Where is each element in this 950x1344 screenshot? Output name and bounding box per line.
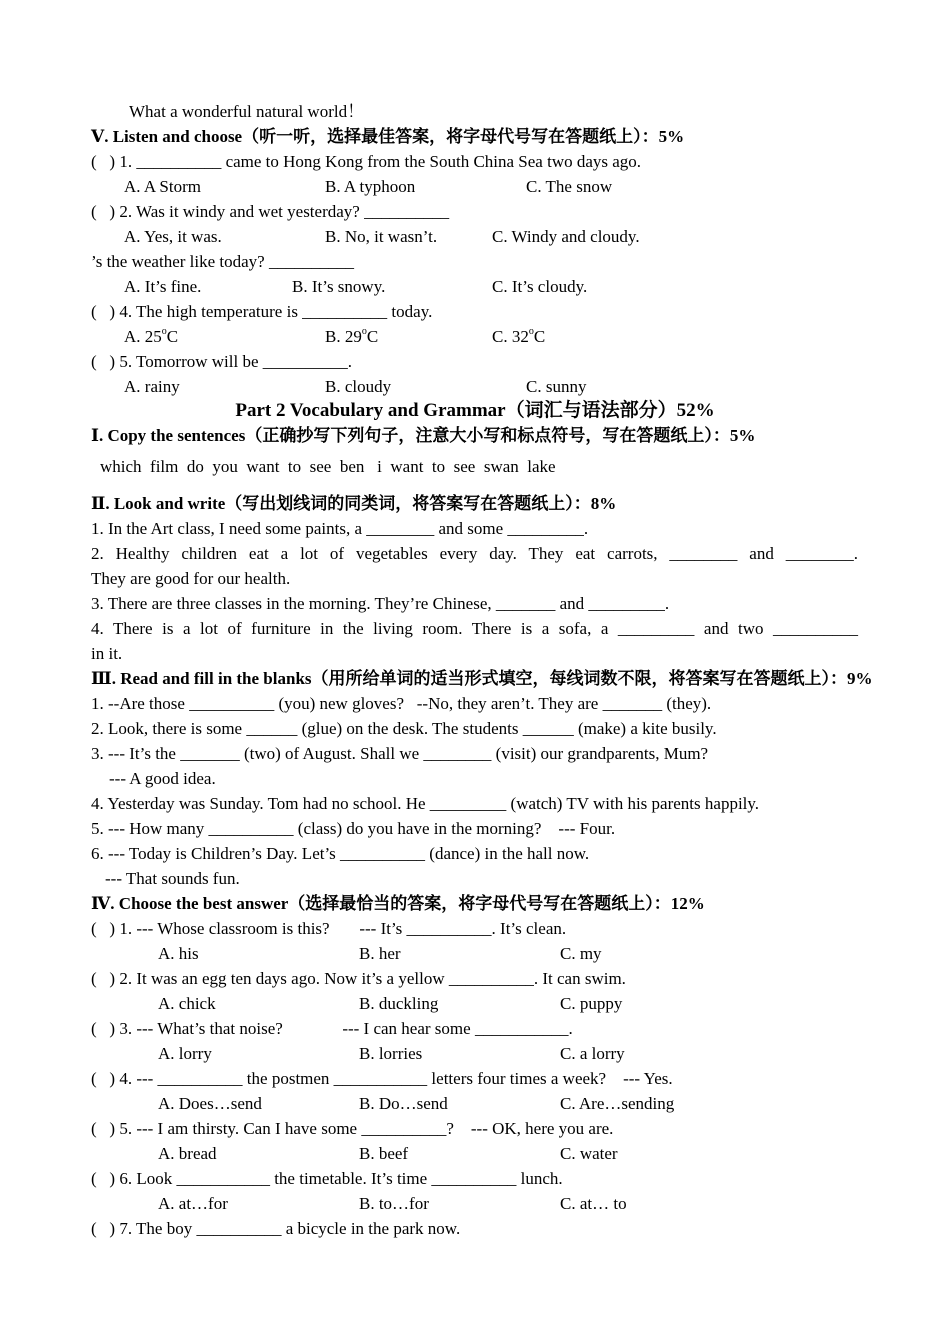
s5-question-4: ( ) 4. The high temperature is __________ today. bbox=[91, 302, 433, 321]
s4-q5-option-c: C. water bbox=[560, 1144, 618, 1163]
s5-question-2: ( ) 2. Was it windy and wet yesterday? __________ bbox=[91, 202, 450, 221]
s4-q2-option-c: C. puppy bbox=[560, 994, 623, 1013]
s4-question-6: ( ) 6. Look ___________ the timetable. It’s time __________ lunch. bbox=[91, 1169, 563, 1188]
s5-q4-option-a: A. 25$^o$C bbox=[124, 326, 179, 346]
s2-line-3: 3. There are three classes in the morning. They’re Chinese, _______ and _________. bbox=[91, 594, 670, 613]
s4-question-3: ( ) 3. --- What’s that noise? --- I can hear some ___________. bbox=[91, 1019, 573, 1038]
s2-line-4: 4. There is a lot of furniture in the living room. There is a sofa, a _________ and two __________ bbox=[91, 619, 858, 638]
s4-q3-option-a: A. lorry bbox=[158, 1044, 212, 1063]
s3-line-1: 1. --Are those __________ (you) new gloves? --No, they aren’t. They are _______ (they). bbox=[91, 694, 712, 713]
s4-question-1: ( ) 1. --- Whose classroom is this? --- It’s __________. It’s clean. bbox=[91, 919, 567, 938]
section-iv-heading: Ⅳ. Choose the best answer（选择最恰当的答案，将字母代号写在答题纸上）：12% bbox=[91, 894, 705, 913]
s4-q1-option-a: A. his bbox=[158, 944, 199, 963]
section-i-heading: Ⅰ. Copy the sentences（正确抄写下列句子，注意大小写和标点符号，写在答题纸上）：5% bbox=[91, 426, 756, 445]
s4-question-5: ( ) 5. --- I am thirsty. Can I have some __________? --- OK, here you are. bbox=[91, 1119, 614, 1138]
s3-line-3-reply: --- A good idea. bbox=[109, 769, 216, 788]
s4-q2-option-b: B. duckling bbox=[359, 994, 439, 1013]
s3-line-6-reply: --- That sounds fun. bbox=[105, 869, 240, 888]
s5-q4-option-b: B. 29$^o$C bbox=[325, 326, 379, 346]
s4-q4-option-b: B. Do…send bbox=[359, 1094, 448, 1113]
s2-line-1: 1. In the Art class, I need some paints, a ________ and some _________. bbox=[91, 519, 589, 538]
s4-question-7: ( ) 7. The boy __________ a bicycle in the park now. bbox=[91, 1219, 461, 1238]
s5-q3-option-c: C. It’s cloudy. bbox=[492, 277, 588, 296]
s4-question-4: ( ) 4. --- __________ the postmen ___________ letters four times a week? --- Yes. bbox=[91, 1069, 673, 1088]
section-ii-heading: Ⅱ. Look and write（写出划线词的同类词，将答案写在答题纸上）：8% bbox=[91, 494, 617, 513]
s4-q1-option-c: C. my bbox=[560, 944, 602, 963]
s4-q6-option-c: C. at… to bbox=[560, 1194, 627, 1213]
s5-q1-option-c: C. The snow bbox=[526, 177, 613, 196]
s3-line-3: 3. --- It’s the _______ (two) of August. Shall we ________ (visit) our grandparents, Mum? bbox=[91, 744, 709, 763]
s5-q2-option-c: C. Windy and cloudy. bbox=[492, 227, 640, 246]
s4-q5-option-b: B. beef bbox=[359, 1144, 409, 1163]
s5-q5-option-a: A. rainy bbox=[124, 377, 180, 396]
s5-q5-option-c: C. sunny bbox=[526, 377, 587, 396]
s4-q5-option-a: A. bread bbox=[158, 1144, 217, 1163]
s3-line-2: 2. Look, there is some ______ (glue) on the desk. The students ______ (make) a kite busily. bbox=[91, 719, 717, 738]
s5-question-5: ( ) 5. Tomorrow will be __________. bbox=[91, 352, 353, 371]
s2-line-2: 2. Healthy children eat a lot of vegetables every day. They eat carrots, ________ and ________. bbox=[91, 544, 858, 563]
s4-q3-option-c: C. a lorry bbox=[560, 1044, 625, 1063]
part-2-title: Part 2 Vocabulary and Grammar（词汇与语法部分）52% bbox=[235, 400, 715, 421]
section-iii-heading: Ⅲ. Read and fill in the blanks（用所给单词的适当形式填空，每线词数不限，将答案写在答题纸上）：9% bbox=[91, 669, 873, 688]
s3-line-4: 4. Yesterday was Sunday. Tom had no school. He _________ (watch) TV with his parents happily. bbox=[91, 794, 760, 813]
s4-q3-option-b: B. lorries bbox=[359, 1044, 423, 1063]
s4-q4-option-c: C. Are…sending bbox=[560, 1094, 675, 1113]
s3-line-5: 5. --- How many __________ (class) do you have in the morning? --- Four. bbox=[91, 819, 616, 838]
s4-question-2: ( ) 2. It was an egg ten days ago. Now it’s a yellow __________. It can swim. bbox=[91, 969, 626, 988]
s4-q1-option-b: B. her bbox=[359, 944, 401, 963]
s5-q1-option-b: B. A typhoon bbox=[325, 177, 416, 196]
s4-q6-option-b: B. to…for bbox=[359, 1194, 429, 1213]
s5-q4-option-c: C. 32$^o$C bbox=[492, 326, 546, 346]
s5-question-1: ( ) 1. __________ came to Hong Kong from the South China Sea two days ago. bbox=[91, 152, 642, 171]
intro-line: What a wonderful natural world！ bbox=[129, 102, 365, 121]
section-v-heading: Ⅴ. Listen and choose（听一听，选择最佳答案，将字母代号写在答题纸上）：5% bbox=[91, 127, 685, 146]
s4-q2-option-a: A. chick bbox=[158, 994, 216, 1013]
copy-sentence: which film do you want to see ben i want to see swan lake bbox=[100, 457, 556, 476]
s4-q4-option-a: A. Does…send bbox=[158, 1094, 262, 1113]
s2-line-2-continued: They are good for our health. bbox=[91, 569, 291, 588]
s5-q3-option-a: A. It’s fine. bbox=[124, 277, 202, 296]
s5-q2-option-b: B. No, it wasn’t. bbox=[325, 227, 438, 246]
s5-q5-option-b: B. cloudy bbox=[325, 377, 392, 396]
s5-q1-option-a: A. A Storm bbox=[124, 177, 201, 196]
s2-line-4-continued: in it. bbox=[91, 644, 123, 663]
s5-q2-option-a: A. Yes, it was. bbox=[124, 227, 222, 246]
s4-q6-option-a: A. at…for bbox=[158, 1194, 228, 1213]
s5-question-3: ’s the weather like today? __________ bbox=[91, 252, 354, 271]
s5-q3-option-b: B. It’s snowy. bbox=[292, 277, 386, 296]
s3-line-6: 6. --- Today is Children’s Day. Let’s __________ (dance) in the hall now. bbox=[91, 844, 590, 863]
